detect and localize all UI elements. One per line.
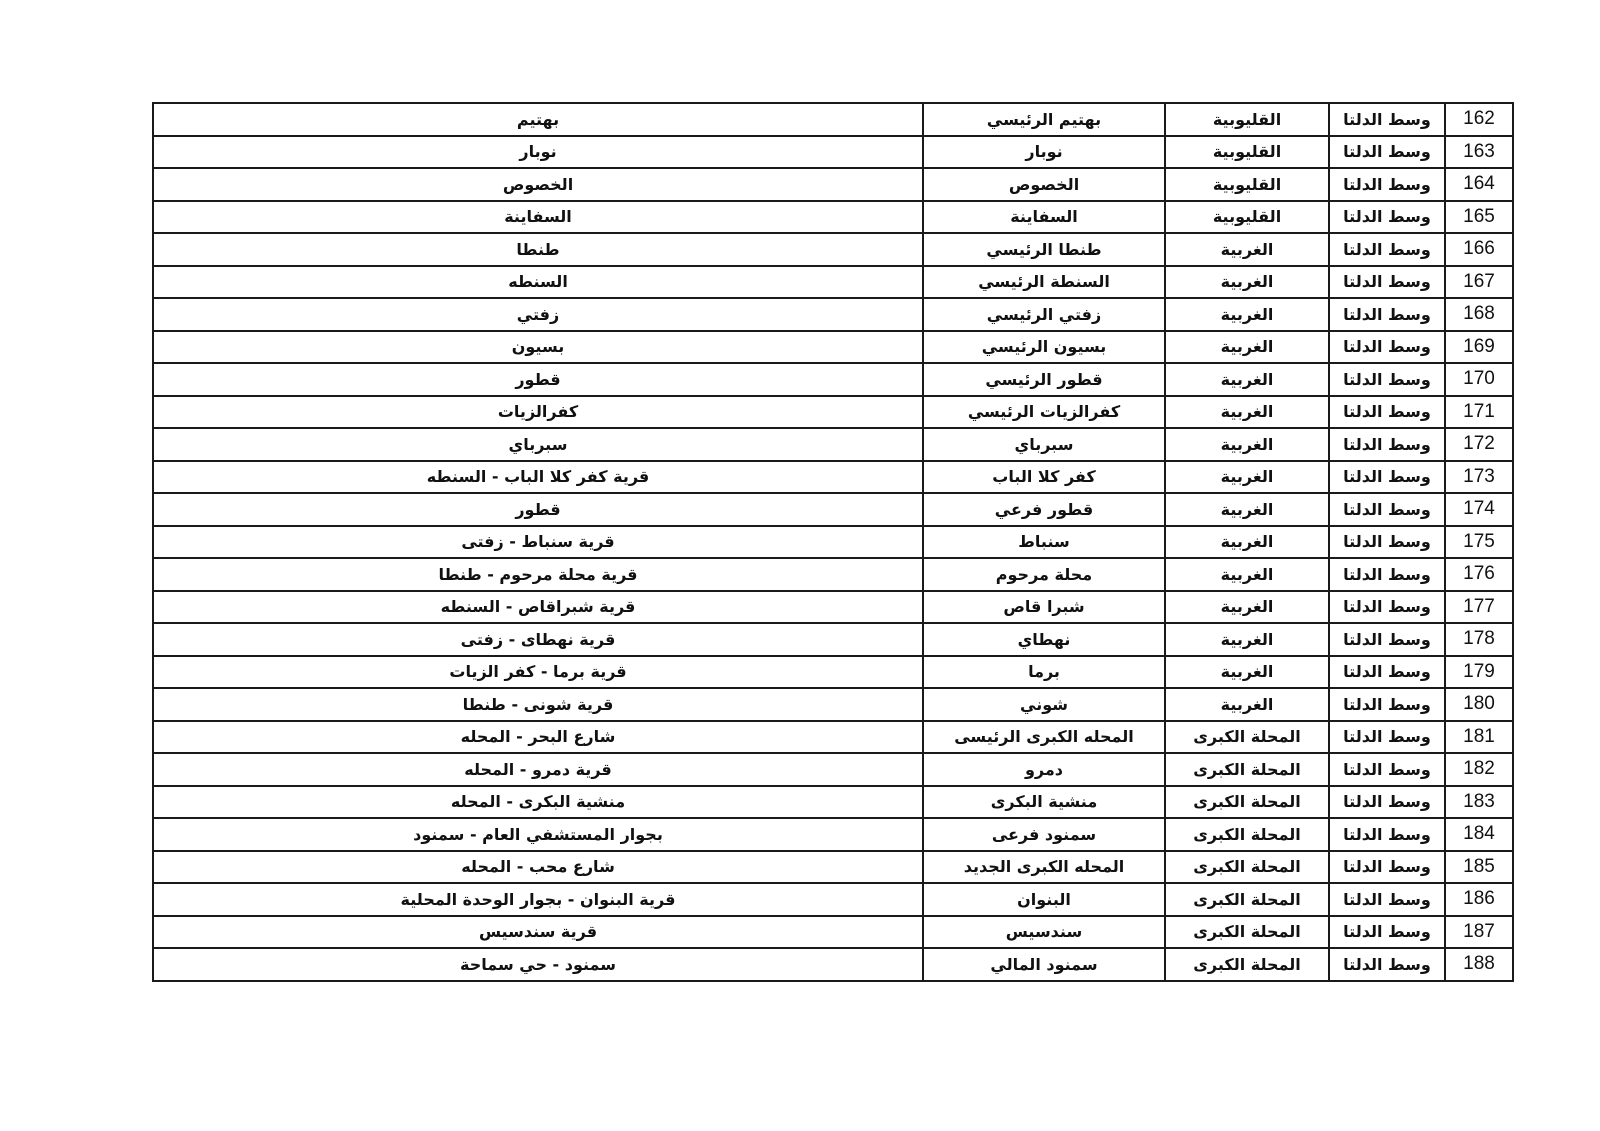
table-row xyxy=(153,818,1513,851)
cell-number: 163 xyxy=(1445,136,1513,169)
cell-address: شارع محب - المحله xyxy=(153,851,923,884)
cell-region: وسط الدلتا xyxy=(1329,526,1445,559)
table-row xyxy=(153,331,1513,364)
cell-office: نهطاي xyxy=(923,623,1165,656)
cell-region: وسط الدلتا xyxy=(1329,266,1445,299)
cell-governorate: المحلة الكبرى xyxy=(1165,916,1329,949)
cell-office: شبرا قاص xyxy=(923,591,1165,624)
cell-address: قطور xyxy=(153,363,923,396)
cell-region: وسط الدلتا xyxy=(1329,851,1445,884)
cell-governorate: الغربية xyxy=(1165,623,1329,656)
cell-region: وسط الدلتا xyxy=(1329,363,1445,396)
cell-number: 184 xyxy=(1445,818,1513,851)
cell-number: 183 xyxy=(1445,786,1513,819)
offices-table-wrapper xyxy=(152,102,1512,982)
cell-address: السفاينة xyxy=(153,201,923,234)
cell-number: 170 xyxy=(1445,363,1513,396)
cell-governorate: المحلة الكبرى xyxy=(1165,721,1329,754)
cell-region: وسط الدلتا xyxy=(1329,331,1445,364)
cell-address: بجوار المستشفي العام - سمنود xyxy=(153,818,923,851)
table-row xyxy=(153,493,1513,526)
cell-number: 164 xyxy=(1445,168,1513,201)
cell-number: 174 xyxy=(1445,493,1513,526)
table-row xyxy=(153,851,1513,884)
cell-governorate: المحلة الكبرى xyxy=(1165,818,1329,851)
table-row xyxy=(153,948,1513,981)
cell-number: 172 xyxy=(1445,428,1513,461)
cell-region: وسط الدلتا xyxy=(1329,428,1445,461)
cell-office: بسيون الرئيسي xyxy=(923,331,1165,364)
cell-office: سمنود المالي xyxy=(923,948,1165,981)
cell-number: 182 xyxy=(1445,753,1513,786)
cell-office: سمنود فرعى xyxy=(923,818,1165,851)
cell-address: قرية شونى - طنطا xyxy=(153,688,923,721)
cell-region: وسط الدلتا xyxy=(1329,656,1445,689)
cell-office: سبرباي xyxy=(923,428,1165,461)
table-row xyxy=(153,428,1513,461)
cell-governorate: الغربية xyxy=(1165,233,1329,266)
cell-office: الخصوص xyxy=(923,168,1165,201)
cell-number: 168 xyxy=(1445,298,1513,331)
cell-address: نوبار xyxy=(153,136,923,169)
cell-office: البنوان xyxy=(923,883,1165,916)
cell-address: قطور xyxy=(153,493,923,526)
cell-number: 187 xyxy=(1445,916,1513,949)
cell-number: 188 xyxy=(1445,948,1513,981)
table-row xyxy=(153,103,1513,136)
cell-region: وسط الدلتا xyxy=(1329,623,1445,656)
cell-number: 185 xyxy=(1445,851,1513,884)
cell-office: نوبار xyxy=(923,136,1165,169)
cell-office: السنطة الرئيسي xyxy=(923,266,1165,299)
table-row xyxy=(153,591,1513,624)
cell-address: قرية كفر كلا الباب - السنطه xyxy=(153,461,923,494)
cell-address: قرية دمرو - المحله xyxy=(153,753,923,786)
cell-number: 181 xyxy=(1445,721,1513,754)
offices-table xyxy=(152,102,1514,982)
table-row xyxy=(153,266,1513,299)
cell-number: 180 xyxy=(1445,688,1513,721)
cell-number: 177 xyxy=(1445,591,1513,624)
cell-governorate: المحلة الكبرى xyxy=(1165,883,1329,916)
cell-region: وسط الدلتا xyxy=(1329,233,1445,266)
cell-region: وسط الدلتا xyxy=(1329,591,1445,624)
table-row xyxy=(153,396,1513,429)
table-row xyxy=(153,136,1513,169)
cell-office: قطور الرئيسي xyxy=(923,363,1165,396)
cell-number: 179 xyxy=(1445,656,1513,689)
cell-address: الخصوص xyxy=(153,168,923,201)
cell-number: 165 xyxy=(1445,201,1513,234)
cell-governorate: القليوبية xyxy=(1165,103,1329,136)
cell-region: وسط الدلتا xyxy=(1329,721,1445,754)
cell-governorate: الغربية xyxy=(1165,298,1329,331)
cell-governorate: الغربية xyxy=(1165,688,1329,721)
cell-office: برما xyxy=(923,656,1165,689)
cell-address: بسيون xyxy=(153,331,923,364)
table-body xyxy=(153,103,1513,981)
cell-governorate: الغربية xyxy=(1165,428,1329,461)
cell-number: 162 xyxy=(1445,103,1513,136)
cell-governorate: الغربية xyxy=(1165,526,1329,559)
cell-address: السنطه xyxy=(153,266,923,299)
cell-governorate: الغربية xyxy=(1165,331,1329,364)
cell-governorate: القليوبية xyxy=(1165,168,1329,201)
cell-number: 167 xyxy=(1445,266,1513,299)
cell-region: وسط الدلتا xyxy=(1329,461,1445,494)
cell-region: وسط الدلتا xyxy=(1329,786,1445,819)
cell-office: زفتي الرئيسي xyxy=(923,298,1165,331)
table-row xyxy=(153,786,1513,819)
cell-address: قرية برما - كفر الزيات xyxy=(153,656,923,689)
cell-office: كفر كلا الباب xyxy=(923,461,1165,494)
cell-office: قطور فرعي xyxy=(923,493,1165,526)
table-row xyxy=(153,656,1513,689)
cell-address: شارع البحر - المحله xyxy=(153,721,923,754)
cell-number: 178 xyxy=(1445,623,1513,656)
cell-governorate: الغربية xyxy=(1165,396,1329,429)
cell-governorate: الغربية xyxy=(1165,493,1329,526)
cell-address: قرية سنباط - زفتى xyxy=(153,526,923,559)
cell-governorate: المحلة الكبرى xyxy=(1165,948,1329,981)
table-row xyxy=(153,883,1513,916)
cell-governorate: الغربية xyxy=(1165,591,1329,624)
cell-office: المحله الكبرى الرئيسى xyxy=(923,721,1165,754)
table-row xyxy=(153,363,1513,396)
cell-governorate: الغربية xyxy=(1165,266,1329,299)
cell-address: طنطا xyxy=(153,233,923,266)
cell-office: سنباط xyxy=(923,526,1165,559)
cell-region: وسط الدلتا xyxy=(1329,753,1445,786)
cell-number: 166 xyxy=(1445,233,1513,266)
cell-governorate: المحلة الكبرى xyxy=(1165,753,1329,786)
cell-region: وسط الدلتا xyxy=(1329,688,1445,721)
cell-region: وسط الدلتا xyxy=(1329,558,1445,591)
table-row xyxy=(153,753,1513,786)
cell-address: قرية سندسيس xyxy=(153,916,923,949)
cell-number: 175 xyxy=(1445,526,1513,559)
cell-governorate: الغربية xyxy=(1165,461,1329,494)
cell-region: وسط الدلتا xyxy=(1329,493,1445,526)
cell-office: منشية البكرى xyxy=(923,786,1165,819)
cell-governorate: الغربية xyxy=(1165,656,1329,689)
cell-governorate: الغربية xyxy=(1165,363,1329,396)
table-row xyxy=(153,461,1513,494)
table-row xyxy=(153,558,1513,591)
cell-region: وسط الدلتا xyxy=(1329,103,1445,136)
cell-region: وسط الدلتا xyxy=(1329,136,1445,169)
cell-governorate: القليوبية xyxy=(1165,201,1329,234)
table-row xyxy=(153,168,1513,201)
cell-office: كفرالزيات الرئيسي xyxy=(923,396,1165,429)
cell-region: وسط الدلتا xyxy=(1329,818,1445,851)
cell-governorate: الغربية xyxy=(1165,558,1329,591)
table-row xyxy=(153,526,1513,559)
cell-office: شوني xyxy=(923,688,1165,721)
cell-governorate: المحلة الكبرى xyxy=(1165,786,1329,819)
cell-address: قرية نهطاى - زفتى xyxy=(153,623,923,656)
cell-address: كفرالزيات xyxy=(153,396,923,429)
table-row xyxy=(153,623,1513,656)
cell-number: 171 xyxy=(1445,396,1513,429)
cell-address: قرية محلة مرحوم - طنطا xyxy=(153,558,923,591)
table-row xyxy=(153,688,1513,721)
cell-region: وسط الدلتا xyxy=(1329,948,1445,981)
cell-office: المحله الكبرى الجديد xyxy=(923,851,1165,884)
table-row xyxy=(153,721,1513,754)
cell-region: وسط الدلتا xyxy=(1329,168,1445,201)
cell-region: وسط الدلتا xyxy=(1329,396,1445,429)
cell-address: بهتيم xyxy=(153,103,923,136)
cell-governorate: المحلة الكبرى xyxy=(1165,851,1329,884)
table-row xyxy=(153,201,1513,234)
cell-region: وسط الدلتا xyxy=(1329,916,1445,949)
cell-office: بهتيم الرئيسي xyxy=(923,103,1165,136)
cell-region: وسط الدلتا xyxy=(1329,883,1445,916)
cell-address: زفتي xyxy=(153,298,923,331)
cell-office: دمرو xyxy=(923,753,1165,786)
cell-office: طنطا الرئيسي xyxy=(923,233,1165,266)
cell-number: 169 xyxy=(1445,331,1513,364)
cell-address: قرية البنوان - بجوار الوحدة المحلية xyxy=(153,883,923,916)
cell-address: سبرباي xyxy=(153,428,923,461)
cell-region: وسط الدلتا xyxy=(1329,298,1445,331)
table-row xyxy=(153,233,1513,266)
cell-number: 186 xyxy=(1445,883,1513,916)
cell-office: محلة مرحوم xyxy=(923,558,1165,591)
cell-region: وسط الدلتا xyxy=(1329,201,1445,234)
cell-address: سمنود - حي سماحة xyxy=(153,948,923,981)
cell-address: منشية البكرى - المحله xyxy=(153,786,923,819)
cell-office: السفاينة xyxy=(923,201,1165,234)
cell-governorate: القليوبية xyxy=(1165,136,1329,169)
cell-number: 176 xyxy=(1445,558,1513,591)
cell-number: 173 xyxy=(1445,461,1513,494)
cell-address: قرية شبراقاص - السنطه xyxy=(153,591,923,624)
table-row xyxy=(153,298,1513,331)
cell-office: سندسيس xyxy=(923,916,1165,949)
table-row xyxy=(153,916,1513,949)
